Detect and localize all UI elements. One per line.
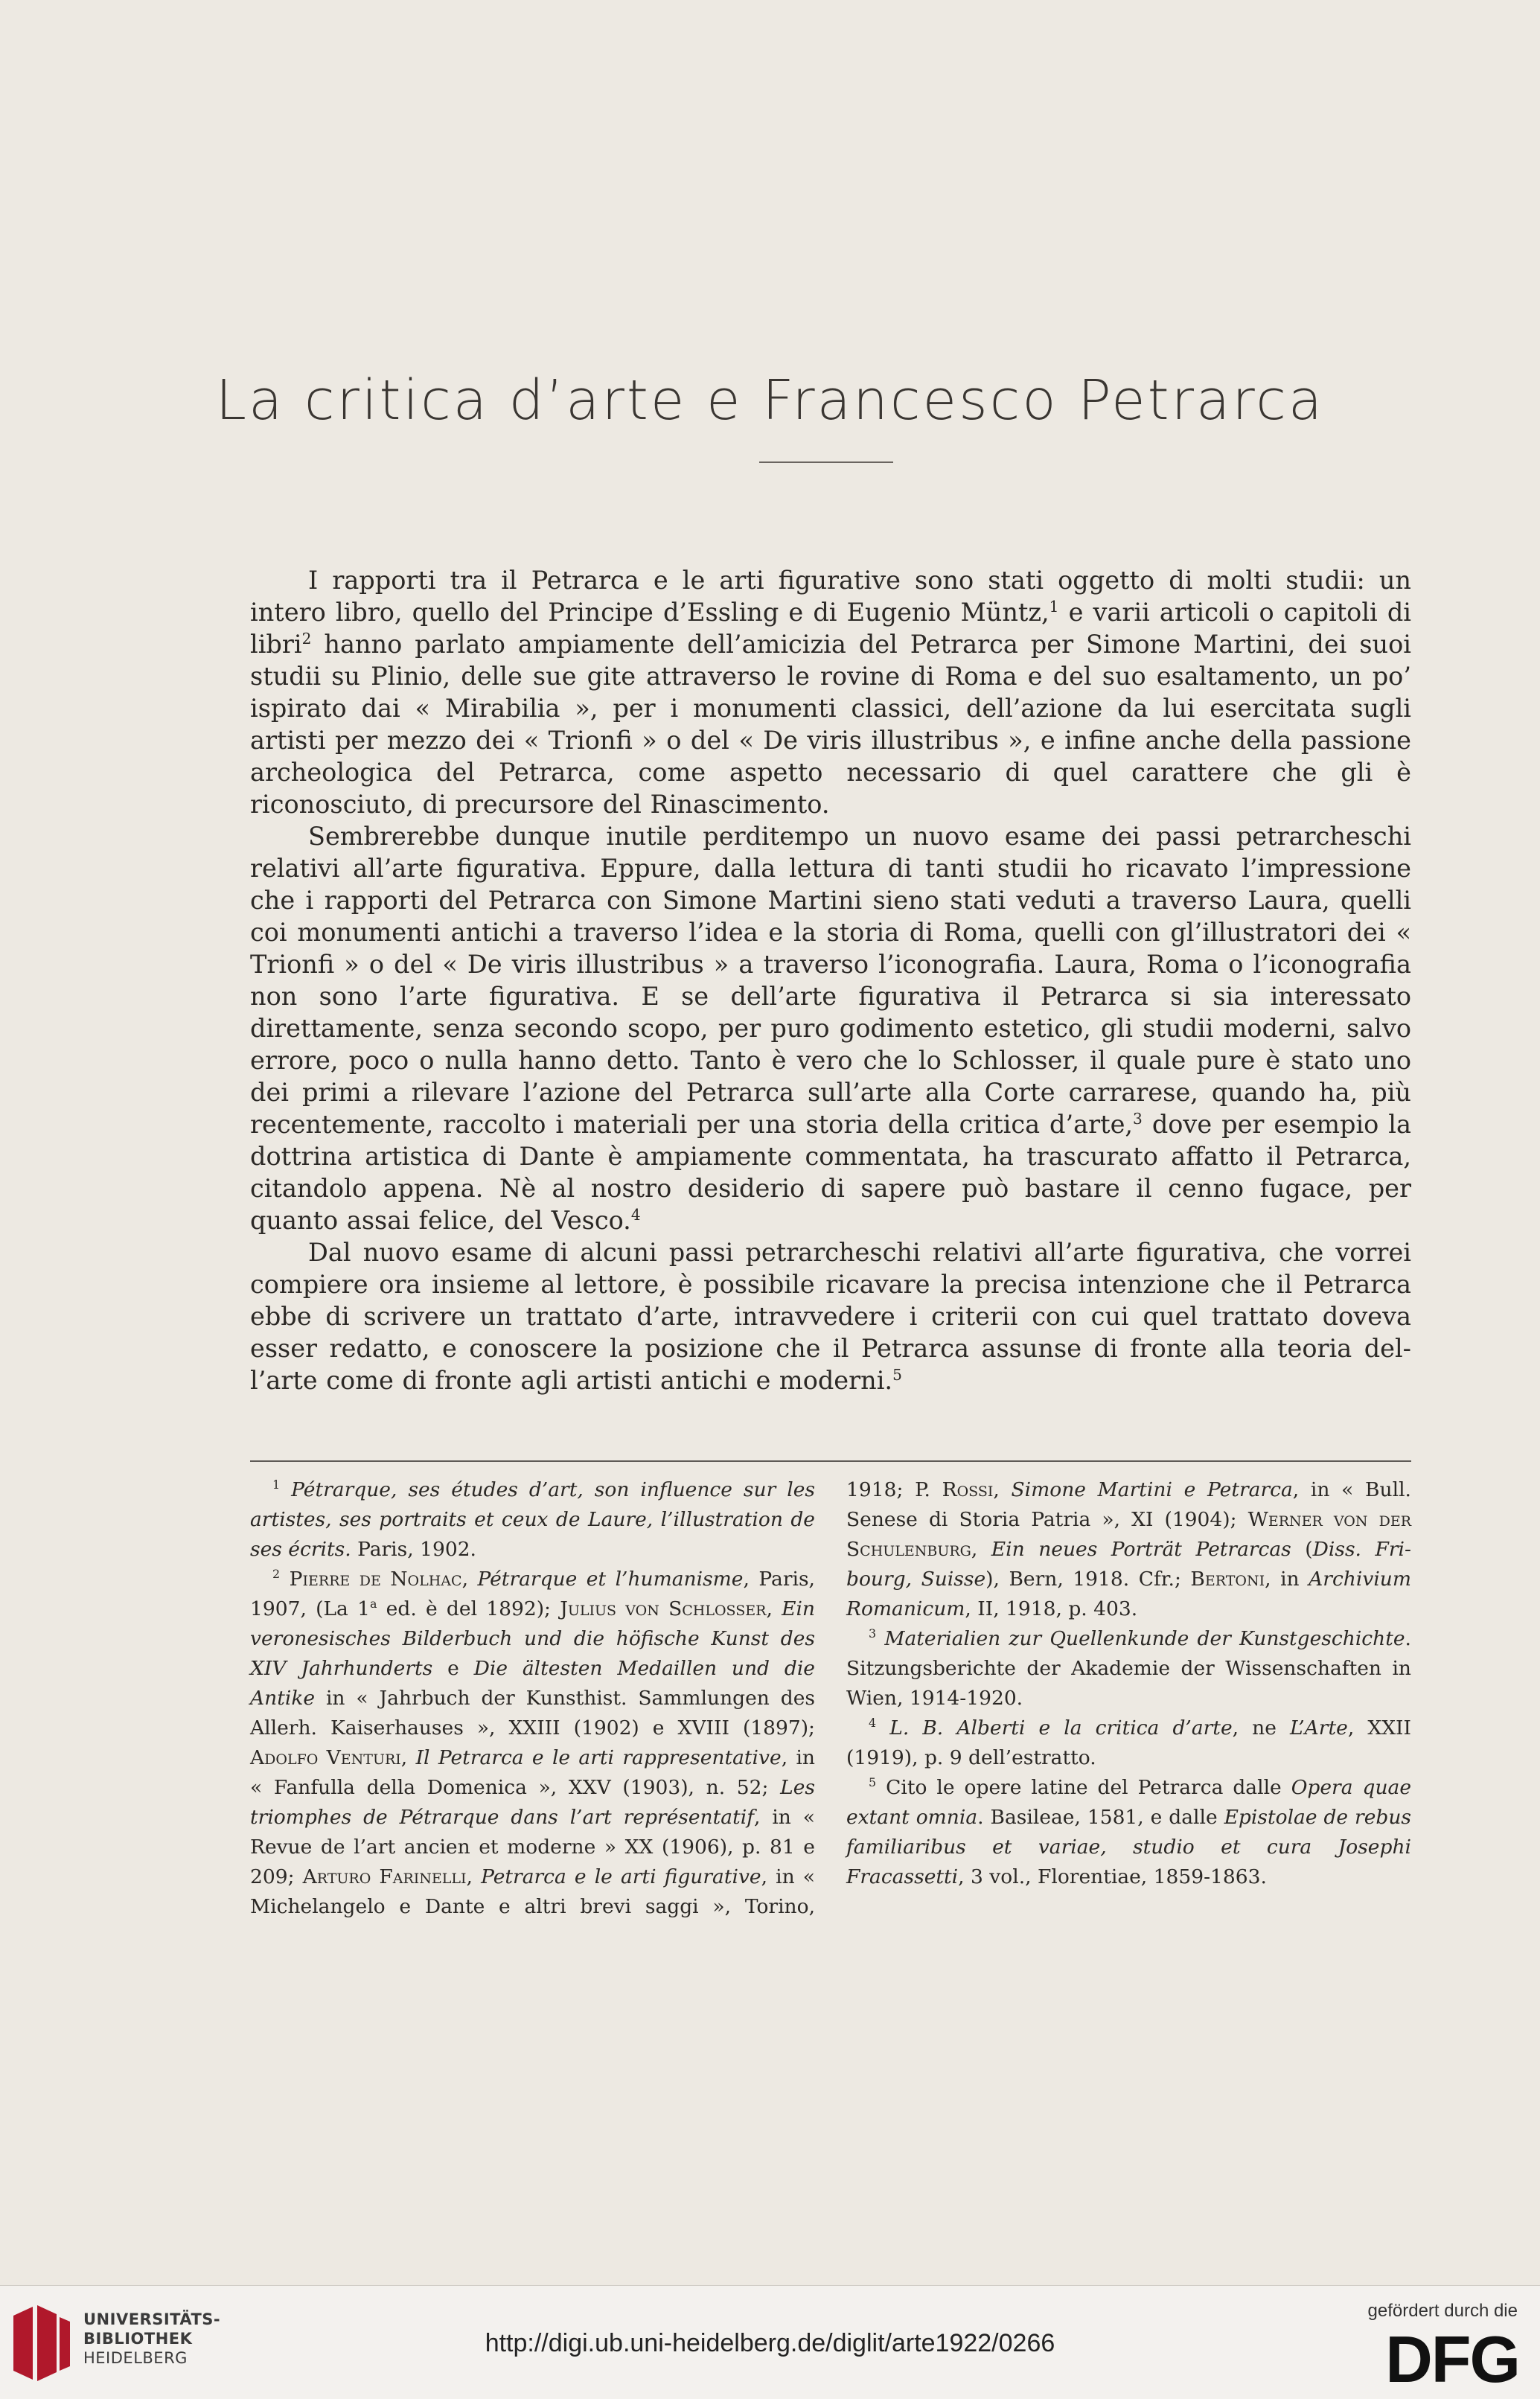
footnote-text: , Paris, 1907, (La 1 <box>250 1568 815 1620</box>
footnote-author: Rossi <box>942 1478 994 1501</box>
library-name-line: HEIDELBERG <box>83 2349 188 2367</box>
footnote-title: Materialien zur Quellenkunde der Kunstgeschichte <box>884 1627 1405 1650</box>
footnote-title: Il Petrarca e le arti rappresentative <box>415 1746 782 1769</box>
footnote-title: Pétrarque et l’humanisme <box>477 1568 744 1591</box>
footnote-text: , in « Fanfulla della Domenica », XXV (1903), n. 52; <box>250 1746 815 1799</box>
paragraph-text: Dal nuovo esame di alcuni passi petrarcheschi relativi all’arte figurativa, che vorrei compiere ora insieme al lettore, è possibile ricavare la precisa intenzione che il Petrarca ebbe di scrivere un trattato d’arte, intravvedere i criterii con cui quel trattato doveva esser redatto, e conoscere la posizione che il Petrarca assunse di fronte alla teoria dell’arte come di fronte agli artisti antichi e moderni. <box>250 1238 1411 1395</box>
footnote-text: Pétrarque, ses études d’art, son influence sur les artistes, ses portraits et ceux de Laure, l’illustration de ses écrits. <box>250 1478 815 1561</box>
footnote-author: Bertoni <box>1190 1568 1265 1591</box>
footnote-text: , 3 vol., Florentiae, 1859-1863. <box>958 1865 1267 1888</box>
footnote-text: , in <box>1265 1568 1309 1591</box>
library-name-line: UNIVERSITÄTS- <box>83 2310 221 2328</box>
footnote-title: Simone Martini e Petrarca <box>1011 1478 1293 1501</box>
footnote-text: . Basileae, 1581, e dalle <box>977 1806 1224 1829</box>
footnote-title: Ein neues Porträt Petrarcas <box>991 1538 1291 1561</box>
footnote-number: 3 <box>869 1626 877 1641</box>
footnote-number: 1 <box>272 1478 281 1492</box>
paragraph-text: e varii articoli o capitoli di libri <box>250 598 1412 659</box>
footnote-3 <box>846 1624 1411 1713</box>
footnote-ref[interactable]: 4 <box>630 1205 641 1224</box>
footnote-divider <box>250 1460 1411 1462</box>
footnote-ref[interactable]: 2 <box>301 629 312 648</box>
paragraph-1 <box>250 564 1411 820</box>
footnote-number: 5 <box>869 1775 877 1790</box>
footnote-1 <box>250 1475 815 1565</box>
paragraph-text: Sembrerebbe dunque inutile perditempo un nuovo esame dei passi petrarcheschi relativi all’arte figurativa. Eppure, dalla lettura di tanti studii ho ricavato l’impressione che i rapporti del Petrarca con Simone Martini sieno stati veduti a traverso Laura, quelli coi monumenti antichi a traverso l’idea e la storia di Roma, quelli con gl’illustratori dei « Trionfi » o del « De viris illustribus » a traverso l’iconografia. Laura, Roma o l’iconografia non sono l’arte figurativa. E se dell’arte figurativa il Petrarca si sia interessato direttamente, senza secondo scopo, per puro godimento estetico, gli studii moderni, salvo errore, poco o nulla hanno detto. Tanto è vero che lo Schlosser, il quale pure è stato uno dei primi a rilevare l’azione del Petrarca sull’arte alla Corte carrarese, quando ha, più recentemente, raccolto i materiali per una storia della critica d’arte, <box>250 822 1411 1139</box>
footnote-title: Archivium Romanicum <box>846 1568 1411 1620</box>
footnote-text: , in « Revue de l’art ancien et moderne » XX (1906), p. 81 e 209; <box>250 1806 815 1888</box>
footnote-5 <box>846 1773 1411 1892</box>
footnote-text: , <box>971 1538 991 1561</box>
paragraph-2 <box>250 820 1411 1236</box>
footnote-text: ( <box>1291 1538 1313 1561</box>
footnote-title: L. B. Alberti e la critica d’arte <box>889 1716 1233 1740</box>
footnote-title: Les triomphes de Pétrarque dans l’art représentatif <box>250 1776 815 1829</box>
dfg-logo[interactable]: DFG <box>1385 2322 1519 2396</box>
footnote-title: Opera quae extant omnia <box>846 1776 1411 1829</box>
paragraph-3 <box>250 1236 1411 1396</box>
footnote-author: Julius von Schlosser <box>560 1597 767 1620</box>
footnote-text: , in « Bull. Senese di Storia Patria », XI (1904); <box>846 1478 1411 1531</box>
title-divider <box>759 461 893 463</box>
paragraph-text: dove per esempio la dottrina artistica di Dante è ampiamente commentata, ha trascurato affatto il Petrarca, citandolo appena. Nè al nostro desiderio di sapere può bastare il cenno fugace, per quanto assai felice, del Vesco. <box>250 1110 1411 1235</box>
footnote-title: L’Arte <box>1290 1716 1348 1740</box>
footnote-title: Petrarca e le arti figurative <box>481 1865 761 1888</box>
sponsor-caption: gefördert durch die <box>1367 2301 1518 2321</box>
footnote-ref[interactable]: 1 <box>1049 597 1059 616</box>
footnote-author: Werner von der Schulenburg <box>846 1508 1411 1561</box>
footnote-text: . Sitzungsberichte der Akademie der Wissenschaften in Wien, 1914-1920. <box>846 1627 1411 1710</box>
footnote-text: ), Bern, 1918. Cfr.; <box>985 1568 1191 1591</box>
footnote-ref[interactable]: 5 <box>892 1365 902 1384</box>
footnote-ref[interactable]: 3 <box>1133 1109 1143 1128</box>
footnote-4 <box>846 1713 1411 1773</box>
footnote-text: ed. è del 1892); <box>377 1597 560 1620</box>
footnote-title: Ein veronesisches Bilderbuch und die höfische Kunst des XIV Jahrhunderts <box>250 1597 815 1680</box>
paragraph-text: I rapporti tra il Petrarca e le arti figurative sono stati oggetto di molti studii: un intero libro, quello del Principe d’Essling e di Eugenio Müntz, <box>250 566 1411 627</box>
footnote-title: Diss. Fribourg, Suisse <box>846 1538 1411 1591</box>
footnote-title: Die ältesten Medaillen und die Antike <box>250 1657 815 1710</box>
article-body <box>250 564 1411 1396</box>
library-name-line: BIBLIOTHEK <box>83 2330 193 2348</box>
footnote-text: , <box>993 1478 1012 1501</box>
footnote-text: , in « Michelangelo e Dante e altri brevi saggi », Torino, 1918; P. <box>250 1478 942 1918</box>
footnote-author: Arturo Farinelli <box>302 1865 467 1888</box>
footnote-text: in « Jahrbuch der Kunsthist. Sammlungen des Allerh. Kaiserhauses », XXIII (1902) e XVIII (1897); <box>250 1687 815 1740</box>
footnote-text: e <box>432 1657 474 1680</box>
paragraph-text: hanno parlato ampiamente dell’amicizia del Petrarca per Simone Martini, dei suoi studii su Plinio, delle sue gite attraverso le rovine di Roma e del suo esaltamento, un po’ ispirato dai « Mirabilia », per i monumenti classici, dell’azione da lui esercitata sugli artisti per mezzo dei « Trionfi » o del « De viris illustribus », e infine anche della passione archeologica del Petrarca, come aspetto necessario di quel carattere che gli è riconosciuto, di precursore del Rinascimento. <box>250 630 1411 819</box>
footnote-number: 4 <box>869 1716 877 1731</box>
footnote-text: Paris, 1902. <box>351 1538 476 1561</box>
viewer-footer <box>0 2285 1540 2399</box>
footnotes <box>250 1475 1411 1922</box>
footnote-text: , XXII (1919), p. 9 dell’estratto. <box>846 1716 1411 1769</box>
footnote-text: Cito le opere latine del Petrarca dalle <box>886 1776 1291 1799</box>
footnote-title: Epistolae de rebus familiaribus et variae, studio et cura Josephi Fracassetti <box>846 1806 1412 1888</box>
footnote-text: a <box>369 1597 377 1611</box>
footnote-text: , II, 1918, p. 403. <box>965 1597 1138 1620</box>
permalink[interactable]: http://digi.ub.uni-heidelberg.de/diglit/arte1922/0266 <box>485 2329 1055 2357</box>
footnote-author: Pierre de Nolhac <box>289 1568 462 1591</box>
footnote-text: , <box>766 1597 782 1620</box>
footnote-number: 2 <box>272 1567 281 1582</box>
article-title: La critica d’arte e Francesco Petrarca <box>215 368 1325 432</box>
footnote-text: , <box>466 1865 482 1888</box>
footnote-text: , <box>461 1568 478 1591</box>
footnote-text: , ne <box>1232 1716 1290 1740</box>
footnote-author: Adolfo Venturi <box>250 1746 401 1769</box>
footnote-text: , <box>400 1746 416 1769</box>
